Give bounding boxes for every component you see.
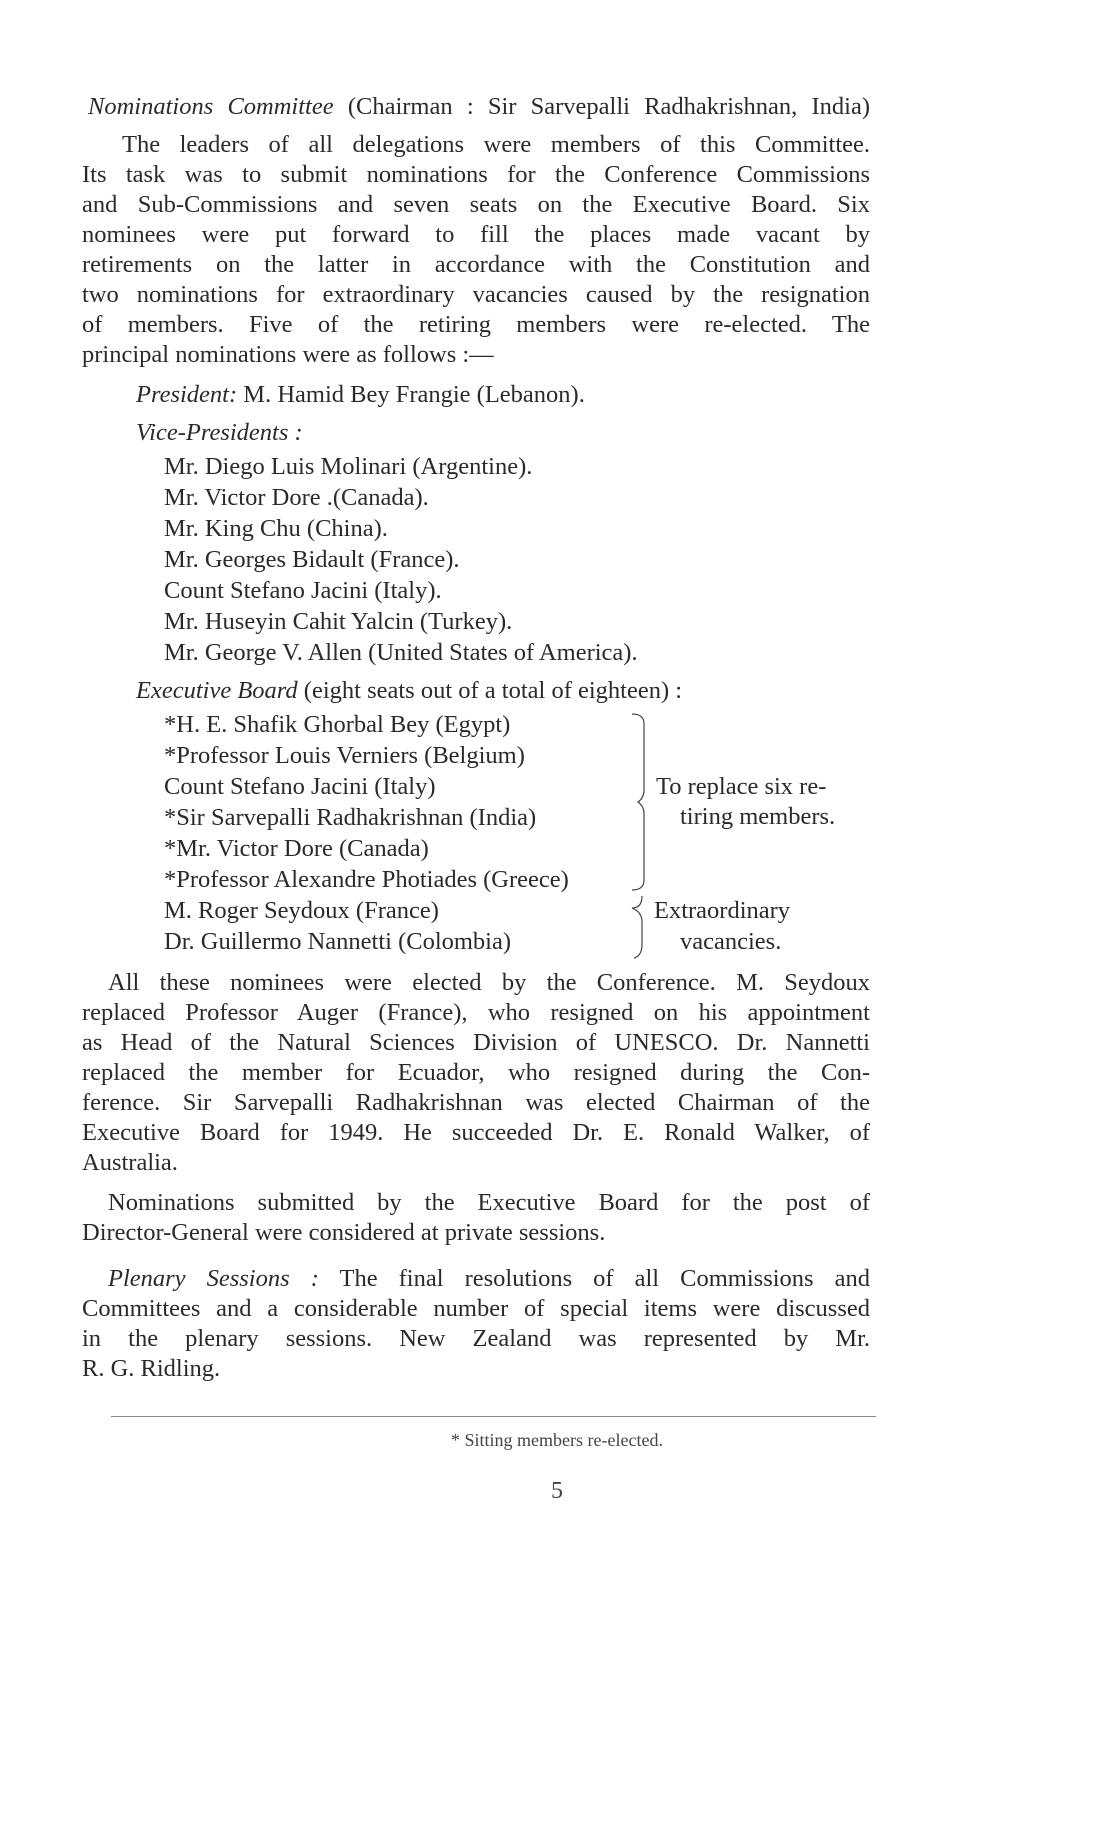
para-line: two nominations for extraordinary vacancies caused by the resignation (82, 281, 870, 308)
vice-president-item: Mr. Huseyin Cahit Yalcin (Turkey). (164, 608, 513, 635)
elected-line: All these nominees were elected by the Conference. M. Seydoux (108, 969, 870, 996)
replace-note-line2: tiring members. (680, 803, 836, 830)
elected-line: replaced the member for Ecuador, who resigned during the Con- (82, 1059, 870, 1086)
vice-president-item: Mr. Georges Bidault (France). (164, 546, 460, 573)
executive-board-item: *H. E. Shafik Ghorbal Bey (Egypt) (164, 711, 511, 738)
nominations-heading: Nominations Committee (88, 93, 334, 120)
vice-president-item: Mr. King Chu (China). (164, 515, 388, 542)
plenary-line: R. G. Ridling. (82, 1355, 221, 1382)
director-line: Director-General were considered at private sessions. (82, 1219, 606, 1246)
executive-board-item: Count Stefano Jacini (Italy) (164, 773, 436, 800)
replace-note-line1: To replace six re- (656, 773, 827, 800)
executive-board-item: *Sir Sarvepalli Radhakrishnan (India) (164, 804, 537, 831)
footnote-rule (111, 1416, 876, 1417)
vice-president-item: Mr. George V. Allen (United States of America). (164, 639, 638, 666)
president-label: President: (136, 381, 238, 408)
para-line: Its task was to submit nominations for the Conference Commissions (82, 161, 870, 188)
executive-board-item: *Mr. Victor Dore (Canada) (164, 835, 429, 862)
executive-board-suffix: (eight seats out of a total of eighteen) : (303, 677, 683, 704)
page-number: 5 (551, 1478, 563, 1504)
replace-brace (632, 714, 644, 890)
nominations-chairman: (Chairman : Sir Sarvepalli Radhakrishnan, India) (347, 93, 870, 120)
para-line: retirements on the latter in accordance with the Constitution and (82, 251, 870, 278)
director-line: Nominations submitted by the Executive Board for the post of (108, 1189, 870, 1216)
executive-board-item: Dr. Guillermo Nannetti (Colombia) (164, 928, 512, 955)
executive-board-label: Executive Board (136, 677, 298, 704)
para-line: principal nominations were as follows :— (82, 341, 494, 368)
elected-line: replaced Professor Auger (France), who resigned on his appointment (82, 999, 870, 1026)
elected-line: Executive Board for 1949. He succeeded Dr. E. Ronald Walker, of (82, 1119, 870, 1146)
president-value: M. Hamid Bey Frangie (Lebanon). (243, 381, 585, 408)
footnote: * Sitting members re-elected. (451, 1430, 663, 1450)
nominations-heading-line (88, 92, 870, 122)
elected-line: Australia. (82, 1149, 178, 1176)
plenary-first-line-rest: The final resolutions of all Commissions and (339, 1265, 871, 1292)
vice-presidents-label: Vice-Presidents : (136, 419, 303, 446)
executive-board-heading (136, 676, 682, 706)
elected-line: as Head of the Natural Sciences Division of UNESCO. Dr. Nannetti (82, 1029, 870, 1056)
plenary-line: Committees and a considerable number of special items were discussed (82, 1295, 870, 1322)
plenary-line: in the plenary sessions. New Zealand was represented by Mr. (82, 1325, 870, 1352)
plenary-heading: Plenary Sessions : (108, 1265, 319, 1292)
executive-board-item: *Professor Alexandre Photiades (Greece) (164, 866, 569, 893)
para-line: and Sub-Commissions and seven seats on the Executive Board. Six (82, 191, 870, 218)
vice-president-item: Mr. Victor Dore .(Canada). (164, 484, 429, 511)
executive-board-item: *Professor Louis Verniers (Belgium) (164, 742, 525, 769)
para-line: of members. Five of the retiring members were re-elected. The (82, 311, 870, 338)
vice-president-item: Mr. Diego Luis Molinari (Argentine). (164, 453, 533, 480)
extra-brace (632, 896, 642, 958)
para-line: nominees were put forward to fill the places made vacant by (82, 221, 870, 248)
executive-board-item: M. Roger Seydoux (France) (164, 897, 439, 924)
elected-line: ference. Sir Sarvepalli Radhakrishnan was elected Chairman of the (82, 1089, 870, 1116)
extra-note-line2: vacancies. (680, 928, 782, 955)
plenary-first-line (108, 1264, 870, 1294)
vice-president-item: Count Stefano Jacini (Italy). (164, 577, 442, 604)
president-line (136, 380, 585, 410)
para-line: The leaders of all delegations were members of this Committee. (122, 131, 870, 158)
brace-svg (626, 712, 652, 962)
extra-note-line1: Extraordinary (654, 897, 791, 924)
